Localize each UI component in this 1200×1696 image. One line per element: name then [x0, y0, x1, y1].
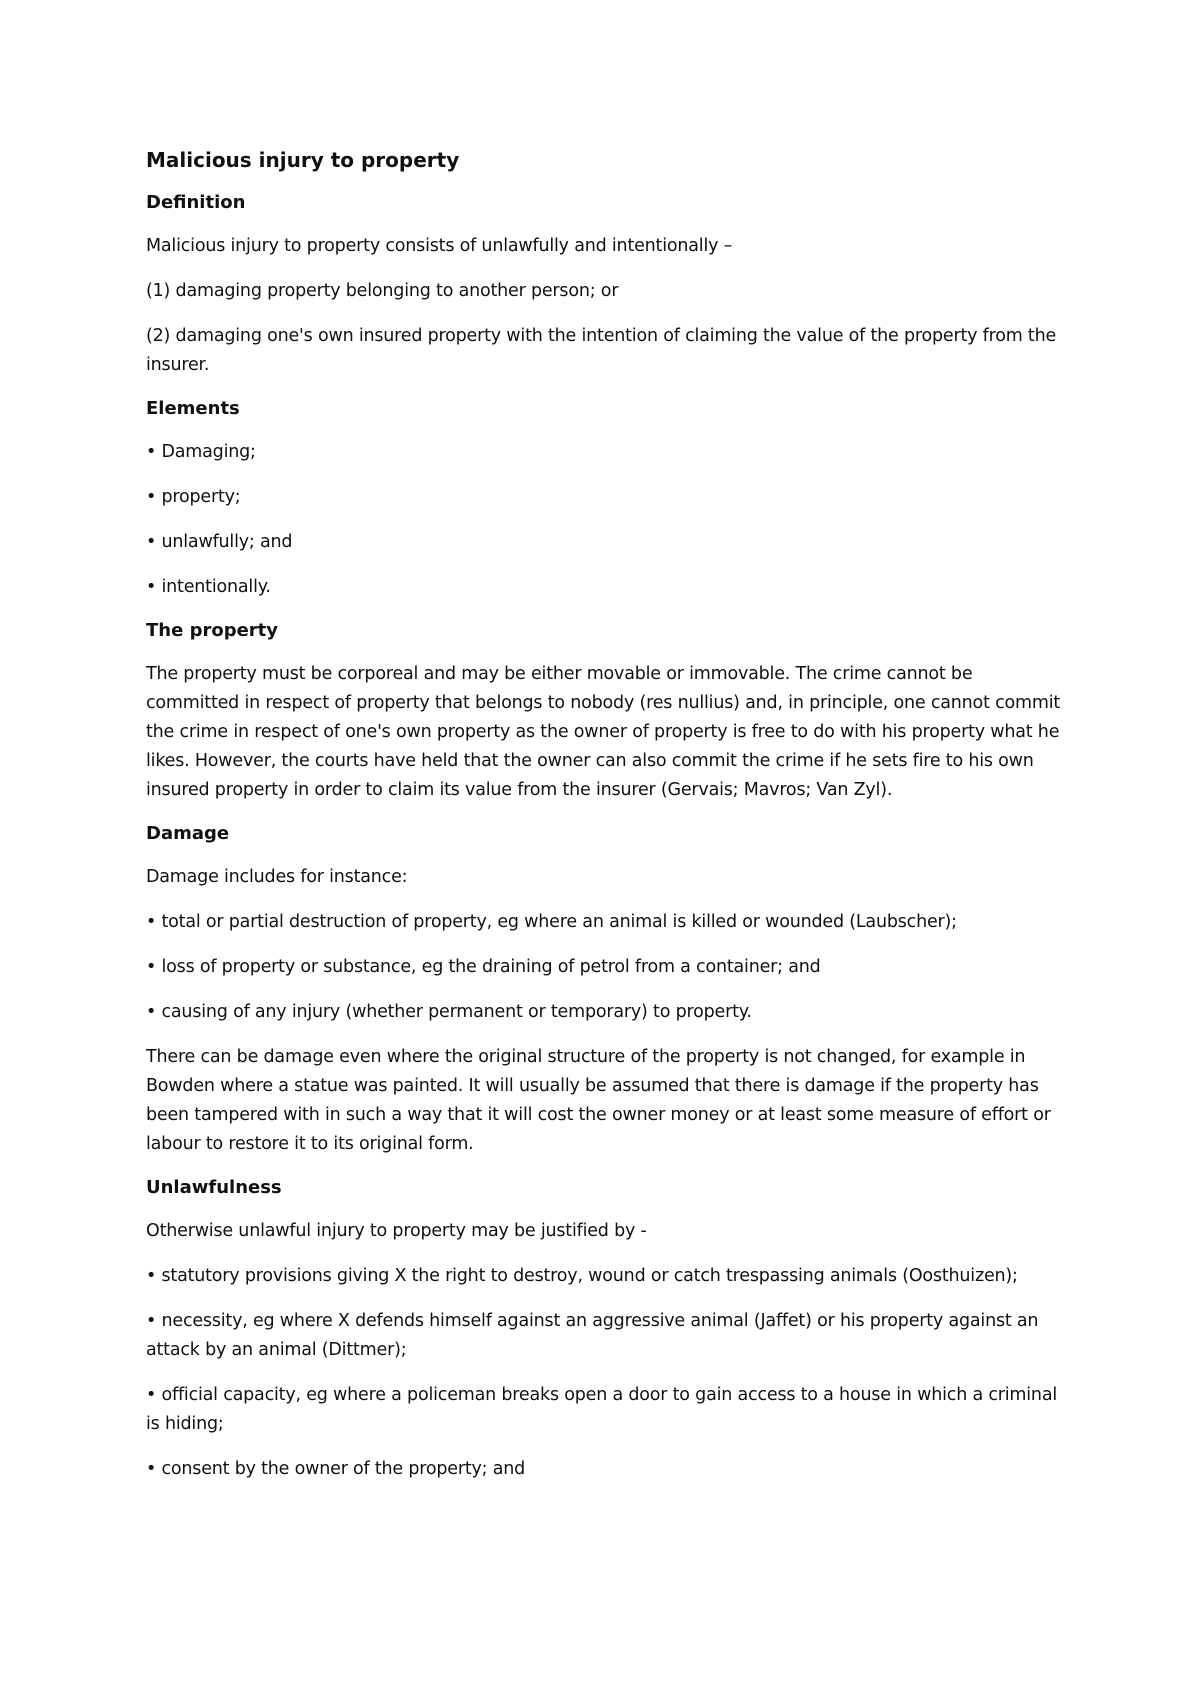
- heading-definition: Definition: [146, 192, 246, 213]
- bullet-item: • consent by the owner of the property; and: [146, 1459, 526, 1479]
- paragraph: (1) damaging property belonging to another person; or: [146, 281, 619, 301]
- paragraph: Damage includes for instance:: [146, 867, 408, 887]
- paragraph: There can be damage even where the original structure of the property is not changed, for example in Bowden where a statue was painted. It will usually be assumed that there is damage if the property has been tampered with in such a way that it will cost the owner money or at least some measure of effort or labour to restore it to its original form.: [146, 1047, 1051, 1154]
- bullet-item: • statutory provisions giving X the right to destroy, wound or catch trespassing animals (Oosthuizen);: [146, 1266, 1018, 1286]
- bullet-item: • unlawfully; and: [146, 532, 293, 552]
- paragraph: The property must be corporeal and may be either movable or immovable. The crime cannot be committed in respect of property that belongs to nobody (res nullius) and, in principle, one cannot commit the crime in respect of one's own property as the owner of property is free to do with his property what he likes. However, the courts have held that the owner can also commit the crime if he sets fire to his own insured property in order to claim its value from the insurer (Gervais; Mavros; Van Zyl).: [146, 664, 1061, 800]
- paragraph: Otherwise unlawful injury to property may be justified by -: [146, 1221, 647, 1241]
- paragraph: Malicious injury to property consists of unlawfully and intentionally –: [146, 236, 733, 256]
- bullet-item: • total or partial destruction of property, eg where an animal is killed or wounded (Laubscher);: [146, 912, 957, 932]
- heading-elements: Elements: [146, 398, 240, 419]
- bullet-item: • official capacity, eg where a policeman breaks open a door to gain access to a house in which a criminal is hiding;: [146, 1385, 1057, 1434]
- heading-the-property: The property: [146, 620, 279, 641]
- document-page: [146, 146, 1066, 1500]
- bullet-item: • necessity, eg where X defends himself against an aggressive animal (Jaffet) or his property against an attack by an animal (Dittmer);: [146, 1311, 1039, 1360]
- bullet-item: • property;: [146, 487, 241, 507]
- document-title: Malicious injury to property: [146, 148, 460, 172]
- heading-unlawfulness: Unlawfulness: [146, 1177, 282, 1198]
- bullet-item: • loss of property or substance, eg the draining of petrol from a container; and: [146, 957, 821, 977]
- bullet-item: • Damaging;: [146, 442, 256, 462]
- paragraph: (2) damaging one's own insured property with the intention of claiming the value of the property from the insurer.: [146, 326, 1057, 375]
- bullet-item: • intentionally.: [146, 577, 271, 597]
- heading-damage: Damage: [146, 823, 230, 844]
- bullet-item: • causing of any injury (whether permanent or temporary) to property.: [146, 1002, 752, 1022]
